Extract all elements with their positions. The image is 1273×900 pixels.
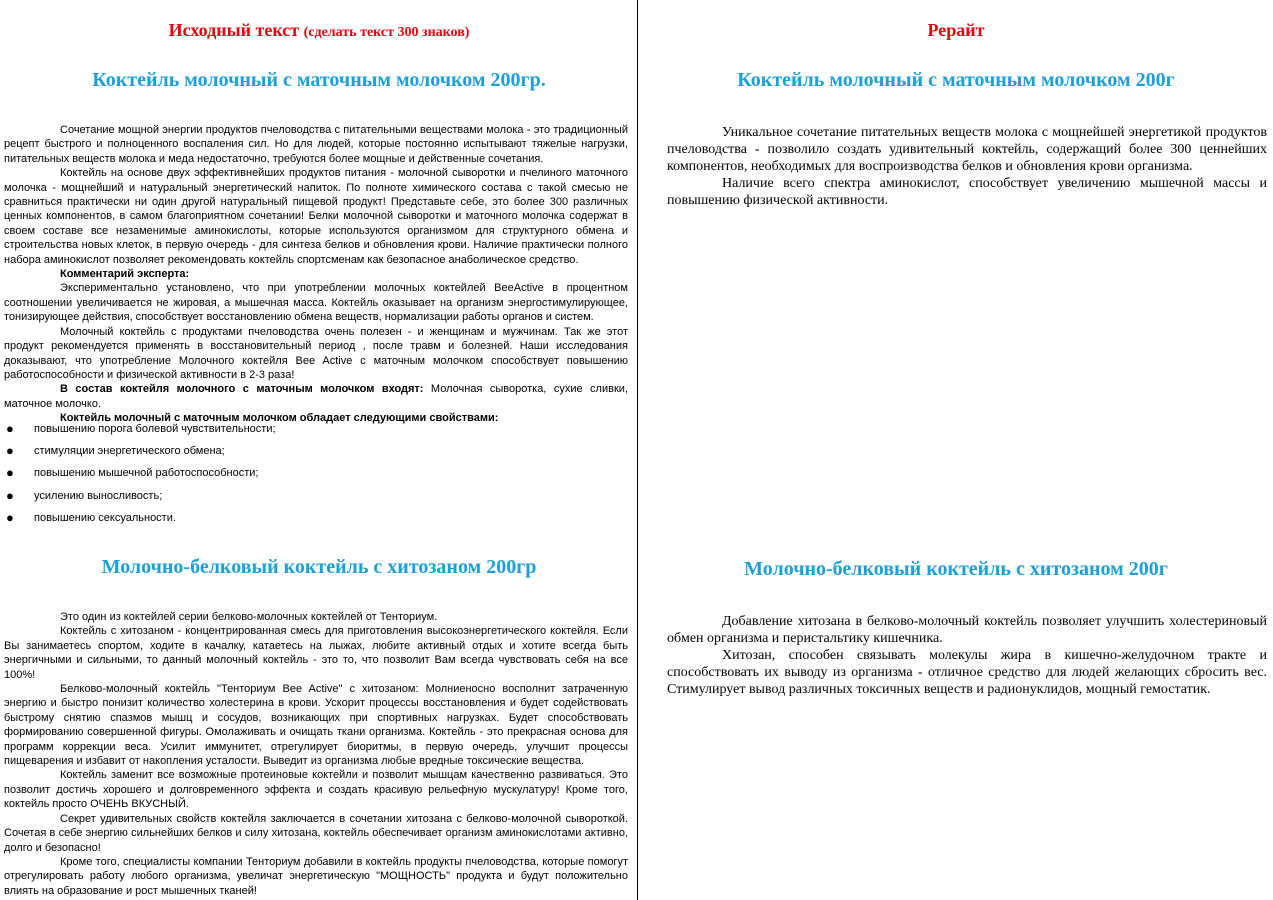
- paragraph: Уникальное сочетание питательных веществ молока с мощнейшей энергетикой продуктов пчеловодства - позволило создать удивительный коктейль, содержащий более 300 ценнейших компонентов, необходимых для воспроизводства белков и обновления крови организма.: [667, 125, 1267, 174]
- paragraph: Коктейль на основе двух эффективнейших продуктов питания - молочной сыворотки и пчелиного маточного молочка - мощнейший и натуральный энергетический напиток. По полноте химического состава с такой смесью не сравниться практически ни один другой натуральный пищевой продукт! Представьте себе, это более 300 различных ценных компонентов, в самом благоприятном сочетании! Белки молочной сыворотки и маточного молочка содержат в своем составе все незаменимые аминокислоты, которые используются организмом для структурного обмена и строительства новых клеток, в первую очередь - для синтеза белков и обновления крови. Наличие практически полного набора аминокислот позволяет рекомендовать коктейль спортсменам как безопасное анаболическое средство.: [4, 167, 628, 266]
- list-item: ● стимуляции энергетического обмена;: [6, 440, 606, 462]
- properties-label: Коктейль молочный с маточным молочком обладает следующими свойствами:: [60, 412, 499, 425]
- original-header-note: (сделать текст 300 знаков): [303, 25, 470, 40]
- paragraph: Хитозан, способен связывать молекулы жира в кишечно-желудочном тракте и способствовать их выводу из организма - отличное средство для людей желающих сбросить вес. Стимулирует вывод различных токсичных веществ и радионуклидов, мощный гемостатик.: [667, 648, 1267, 697]
- rewrite-column: [639, 0, 1273, 900]
- original-section-2-body: [4, 610, 628, 898]
- paragraph: Секрет удивительных свойств коктейля заключается в сочетании хитозана с белково-молочной сывороткой. Сочетая в себе энергию сильнейших белков и силу хитозана, коктейль обеспечивает организм аминокислотами активно, долго и безопасно!: [4, 812, 628, 854]
- composition-paragraph: [4, 382, 628, 411]
- rewrite-section-2-body: [667, 613, 1267, 698]
- bullet-icon: ●: [6, 443, 14, 459]
- paragraph: Коктейль с хитозаном - концентрированная смесь для приготовления высокоэнергетического коктейля. Если Вы занимаетесь спортом, ходите в качалку, катаетесь на лыжах, любите активный отдых и хотите всегда быть энергичными и сильными, то данный молочный коктейль - это то, что позволит Вам всегда чувствовать себя на все 100%!: [4, 625, 628, 681]
- paragraph: Наличие всего спектра аминокислот, способствует увеличению мышечной массы и повышению физической активности.: [667, 176, 1267, 208]
- original-header-main: Исходный текст: [168, 20, 300, 40]
- paragraph: Кроме того, специалисты компании Тенториум добавили в коктейль продукты пчеловодства, которые помогут отрегулировать работу любого организма, увеличат энергетическую "МОЩНОСТЬ" продукта и будут положительно влиять на образование и рост мышечных тканей!: [4, 855, 628, 897]
- list-item: ● усилению выносливость;: [6, 485, 606, 507]
- list-item: ● повышению сексуальности.: [6, 507, 606, 529]
- paragraph: Коктейль заменит все возможные протеиновые коктейли и позволит мышцам качественно развиваться. Это позволит достичь хорошего и долговременного эффекта и создать красивую рельефную мускулатуру! Кроме того, коктейль просто ОЧЕНЬ ВКУСНЫЙ.: [4, 769, 628, 811]
- bullet-icon: ●: [6, 465, 14, 481]
- paragraph: Добавление хитозана в белково-молочный коктейль позволяет улучшить холестериновый обмен организма и перистальтику кишечника.: [667, 614, 1267, 646]
- paragraph: Молочный коктейль с продуктами пчеловодства очень полезен - и женщинам и мужчинам. Так же этот продукт рекомендуется применять в восстановительный период , после травм и болезней. Наши исследования доказывают, что употребление Молочного коктейля Bee Active с маточным молочком способствует повышению работоспособности и физической активности в 2-3 раза!: [4, 325, 628, 381]
- composition-text: Молочная сыворотка, сухие сливки, маточное молочко.: [4, 383, 628, 410]
- bullet-icon: ●: [6, 509, 14, 525]
- list-item: ● повышению порога болевой чувствительности;: [6, 418, 606, 440]
- rewrite-title-1: Коктейль молочный с маточным молочком 200г: [737, 69, 1175, 91]
- bullet-icon: ●: [6, 487, 14, 503]
- list-item: ● повышению мышечной работоспособности;: [6, 462, 606, 484]
- properties-list: [6, 418, 606, 529]
- original-section-1-body: [4, 123, 628, 426]
- paragraph: Это один из коктейлей серии белково-молочных коктейлей от Тенториум.: [60, 611, 438, 623]
- composition-label: В состав коктейля молочного с маточным молочком входят:: [60, 383, 424, 396]
- rewrite-title-2: Молочно-белковый коктейль с хитозаном 200г: [744, 558, 1168, 580]
- original-title-1: Коктейль молочный с маточным молочком 200гр.: [92, 69, 546, 91]
- bullet-icon: ●: [6, 421, 14, 436]
- rewrite-section-1-body: [667, 124, 1267, 209]
- original-header: [0, 20, 638, 41]
- rewrite-header: Рерайт: [927, 20, 985, 40]
- original-title-2: Молочно-белковый коктейль с хитозаном 200гр: [101, 556, 537, 578]
- expert-comment-label: Комментарий эксперта:: [60, 268, 190, 281]
- paragraph: Сочетание мощной энергии продуктов пчеловодства с питательными веществами молока - это традиционный рецепт быстрого и полноценного воспаления сил. Но для людей, которые постоянно испытывают тяжелые нагрузки, питательных веществ молока и меда недостаточно, требуются более мощные и действенные сочетания.: [4, 124, 628, 165]
- paragraph: Экспериментально установлено, что при употреблении молочных коктейлей BeeActive в процентном соотношении увеличивается не жировая, а мышечная масса. Коктейль оказывает на организм энергостимулирующее, тонизирующее действия, способствует восстановлению обмена веществ, нормализации работы органов и систем.: [4, 282, 628, 324]
- paragraph: Белково-молочный коктейль "Тенториум Bee Active" с хитозаном: Молниеносно восполнит затраченную энергию и быстро понизит количество холестерина в крови. Ускорит процессы восстановления и будет содействовать быстрому снятию спазмов мышц и сосудов, возникающих при спортивных нагрузках. Будет способствовать формированию совершенной фигуры. Омолаживать и очищать ткани организма. Коктейль - это прекрасная основа для программ коррекции веса. Усилит иммунитет, отрегулирует биоритмы, в первую очередь, улучшит процессы пищеварения и избавит от накопления усталости. Выведит из организма любые вредные токсические вещества.: [4, 683, 628, 768]
